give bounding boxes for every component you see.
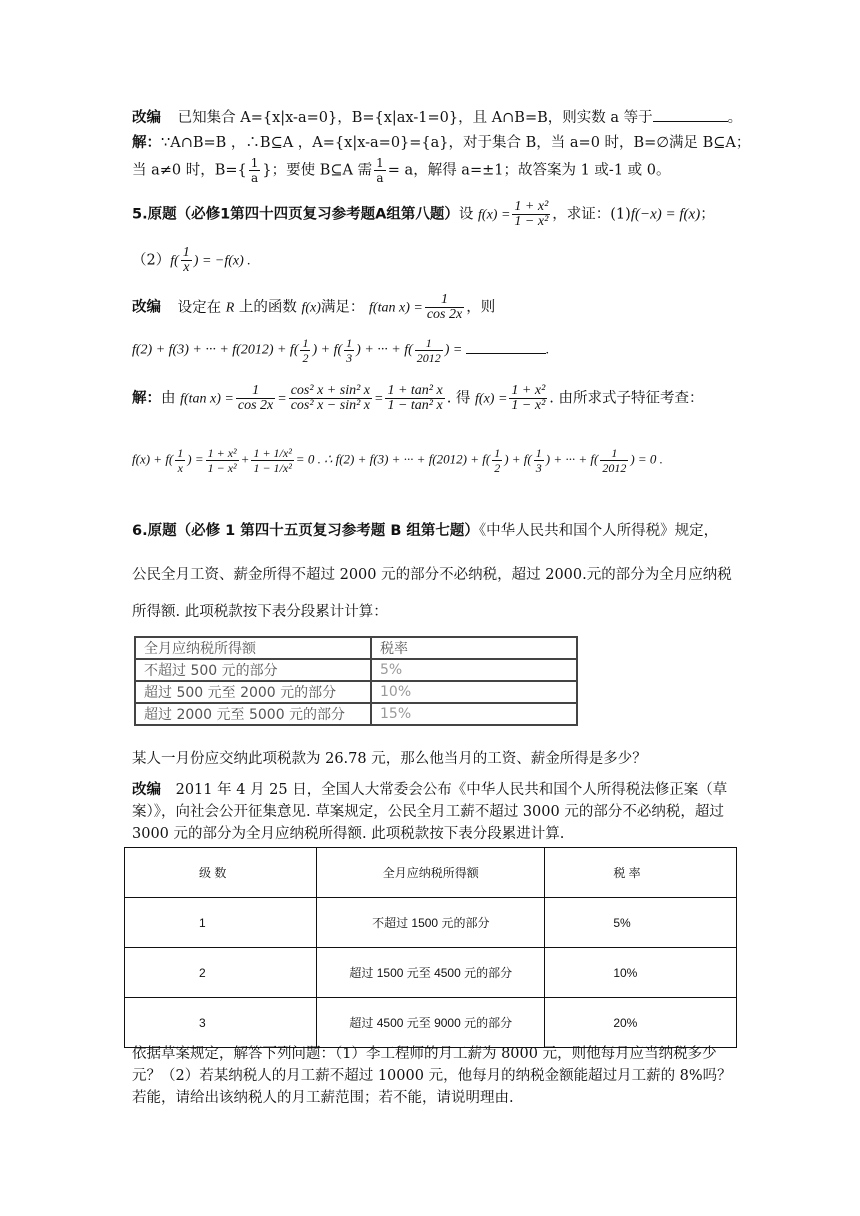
set-R: R	[225, 300, 235, 316]
text: 由	[161, 390, 176, 407]
frac-num: 1	[346, 336, 353, 350]
fraction-1-over-x	[175, 446, 185, 475]
table-row	[135, 703, 577, 725]
answer-blank	[653, 109, 728, 122]
table-cell: 超过 500 元至 2000 元的部分	[135, 681, 371, 703]
fraction-1-over-a	[249, 156, 261, 185]
fraction-c	[385, 384, 444, 413]
problem-text: 已知集合 A={x|x-a=0}，B={x|ax-1=0}，且 A∩B=B，则实数 a 等于	[177, 110, 653, 126]
fraction-third	[344, 336, 354, 365]
section-6-question: 某人一月份应交纳此项税款为 26.78 元，那么他当月的工资、薪金所得是多少？	[132, 751, 647, 767]
frac-num: 1	[425, 293, 464, 308]
frac-den: a	[251, 171, 259, 185]
solution-5-line-2	[132, 446, 663, 475]
frac-num: cos² x + sin² x	[290, 383, 370, 398]
section-5-heading: 5.原题（必修1第四十四页复习参考题A组第八题）	[132, 206, 459, 223]
plus: +	[240, 451, 250, 467]
expr: ) + f(	[312, 342, 343, 358]
label-solution: 解：	[132, 390, 161, 407]
label-adapted: 改编	[132, 299, 161, 316]
expr: f(x) + f(	[132, 451, 174, 467]
frac-den: 3	[346, 351, 353, 365]
frac-den: 1 − x²	[207, 461, 237, 475]
table-row	[125, 948, 737, 998]
fraction-half	[492, 446, 502, 475]
frac-den: 1 − 1/x²	[253, 461, 292, 475]
frac-den: cos 2x	[237, 398, 274, 413]
label-solution: 解：	[132, 135, 161, 151]
answer-blank	[466, 341, 546, 354]
text: . 得	[446, 390, 471, 407]
frac-num: 1 + tan² x	[387, 383, 443, 398]
expr-end: .	[545, 342, 550, 358]
frac-num: 1 + 1/x²	[253, 446, 292, 460]
frac-num: 1	[182, 245, 190, 260]
table-cell: 超过 2000 元至 5000 元的部分	[135, 703, 371, 725]
expr: f(2) + f(3) + ··· + f(2012) + f(	[132, 342, 299, 358]
eq-ftan: f(tan x) =	[180, 391, 234, 407]
expr: = 0 . ∴ f(2) + f(3) + ··· + f(2012) + f(	[295, 451, 491, 467]
part-2-label: （2）	[132, 252, 171, 269]
frac-num: 1	[494, 446, 501, 460]
adapted-6	[132, 779, 732, 845]
table-cell: 超过 1500 元至 4500 元的部分	[317, 948, 545, 998]
frac-den: a	[376, 171, 384, 185]
fraction-compound	[251, 446, 293, 475]
table-row	[125, 998, 737, 1048]
tax-table-draft	[124, 847, 737, 1048]
header-cell: 税 率	[545, 848, 737, 898]
eq-ftan: f(tan x) =	[369, 300, 423, 316]
frac-den: cos² x − sin² x	[290, 398, 370, 413]
expr: ) =	[187, 451, 204, 467]
frac-num: 1	[177, 446, 184, 460]
solution-text-b: }；要使 B⊆A 需	[262, 162, 373, 179]
fraction-2012	[415, 336, 443, 365]
frac-num: 1 + x²	[514, 199, 549, 214]
frac-den: 3	[535, 461, 542, 475]
frac-num: 1	[535, 446, 542, 460]
frac-den: 1 − x²	[511, 398, 546, 413]
frac-den: x	[183, 260, 190, 275]
text: 设定在	[177, 299, 222, 316]
fraction-d	[509, 384, 547, 413]
fraction-a	[236, 384, 275, 413]
solution-text-a: 当 a≠0 时，B={	[132, 162, 247, 179]
frac-num: 1	[250, 156, 259, 170]
text: 《中华人民共和国个人所得税》规定，	[478, 523, 719, 539]
solution-text: ∵A∩B=B ，∴B⊆A ，A={x|x-a=0}={a}，对于集合 B，当 a=0 时，B=∅满足 B⊆A；	[161, 135, 751, 151]
frac-num: 1	[236, 384, 275, 399]
text: ，则	[466, 299, 496, 316]
frac-num: 1	[600, 446, 628, 461]
table-row	[125, 898, 737, 948]
eq-fx: f(x) =	[478, 207, 511, 223]
table-cell: 不超过 1500 元的部分	[317, 898, 545, 948]
label-adapted: 改编	[132, 110, 161, 126]
table-cell: 10%	[545, 948, 737, 998]
fraction-1-over-x	[181, 246, 192, 275]
solution-line-1	[132, 131, 750, 152]
table-cell: 不超过 500 元的部分	[135, 659, 371, 681]
section-6-line-2: 公民全月工资、薪金所得不超过 2000 元的部分不必纳税，超过 2000.元的部分为全月应纳税	[132, 567, 732, 583]
expr: ) = 0 .	[630, 451, 663, 467]
table-cell: 5%	[371, 659, 577, 681]
problem-end: 。	[727, 110, 743, 126]
adapted-text: 2011 年 4 月 25 日，全国人大常委会公布《中华人民共和国个人所得税法修正案（草案）》，向社会公开征集意见. 草案规定，公民全月工薪不超过 3000 元的部分不必纳税，超过 3000 元的部分为全月应纳税所得额. 此项税款按下表分段累进计算.	[132, 782, 728, 842]
fraction-x2	[206, 446, 239, 475]
eq-even: f(−x) = f(x)	[630, 206, 701, 223]
label-adapted: 改编	[132, 782, 161, 798]
expr: ) + ··· + f(	[545, 451, 599, 467]
table-cell: 10%	[371, 681, 577, 703]
adapted-6-questions: 依据草案规定，解答下列问题：（1）李工程师的月工薪为 8000 元，则他每月应当纳税多少元？（2）若某纳税人的月工薪不超过 10000 元，他每月的纳税金额能超过月工薪的 8%吗？若能，请给出该纳税人的月工薪范围；若不能，请说明理由.	[132, 1046, 732, 1106]
header-cell: 全月应纳税所得额	[317, 848, 545, 898]
text-set: 设	[458, 206, 474, 223]
eq-rest: ) = −f(x) .	[193, 253, 251, 269]
frac-den: 2	[302, 351, 309, 365]
sum-expression	[132, 336, 549, 365]
header-cell: 级 数	[125, 848, 317, 898]
solution-5: 解：由 f(tan x) = $\frac{1}{\cos 2x}$ = $\frac{\text{cos² x + sin² x}}{\text{cos² x − sin² x}}$ = $\frac{\text{1 + tan² x}}{\text{1 − tan² x}}$ . 得 f(x) = $\frac{\text{1 + x²}}{\text{1 − x²}}$ . 由所求式子特征考查：	[132, 383, 704, 413]
text: 满足：	[320, 299, 365, 316]
expr: ) + f(	[504, 451, 532, 467]
section-6-title	[132, 519, 718, 540]
frac-den: 2	[494, 461, 501, 475]
frac-num: 1 + x²	[511, 383, 546, 398]
frac-den: 1 − x²	[514, 214, 549, 229]
fraction-cos2x	[425, 293, 464, 322]
text: 上的函数	[238, 299, 297, 316]
section-5-title	[132, 200, 715, 229]
table-cell: 3	[125, 998, 317, 1048]
table-header-row	[135, 637, 577, 659]
expr: ) + ··· + f(	[356, 342, 413, 358]
table-cell: 2	[125, 948, 317, 998]
table-row	[135, 659, 577, 681]
fraction-b	[289, 384, 372, 413]
eq-f: f(	[170, 253, 179, 269]
fraction-2012	[600, 446, 628, 475]
table-cell: 15%	[371, 703, 577, 725]
table-cell: 超过 4500 元至 9000 元的部分	[317, 998, 545, 1048]
table-cell: 20%	[545, 998, 737, 1048]
frac-num: 1	[376, 156, 384, 170]
adapted-5	[132, 293, 495, 322]
frac-num: 1	[415, 336, 443, 351]
frac-den: 2012	[602, 461, 627, 475]
fraction-third	[534, 446, 544, 475]
text: . 由所求式子特征考查：	[549, 390, 704, 407]
text-prove: ，求证：(1)	[552, 206, 631, 223]
header-cell: 税率	[371, 637, 577, 659]
fraction-1-over-a-2	[374, 156, 386, 185]
text-end: ；	[700, 206, 715, 223]
header-cell: 全月应纳税所得额	[135, 637, 371, 659]
eq-fx: f(x)	[301, 300, 321, 316]
table-cell: 5%	[545, 898, 737, 948]
fraction-x2	[512, 200, 550, 229]
frac-den: cos 2x	[426, 307, 463, 322]
section-6-line-3: 所得额. 此项税款按下表分段累计计算：	[132, 604, 388, 620]
fraction-half	[300, 336, 310, 365]
tax-table-original	[134, 636, 578, 726]
section-6-heading: 6.原题（必修 1 第四十五页复习参考题 B 组第七题）	[132, 523, 479, 539]
frac-num: 1 + x²	[207, 446, 237, 460]
solution-text-c: = a，解得 a=±1；故答案为 1 或-1 或 0。	[387, 162, 671, 179]
eq-fx: f(x) =	[475, 391, 508, 407]
table-cell: 1	[125, 898, 317, 948]
frac-num: 1	[302, 336, 309, 350]
frac-den: x	[177, 461, 183, 475]
section-5-part2	[132, 246, 251, 275]
solution-line-2	[132, 156, 671, 185]
frac-den: 1 − tan² x	[387, 398, 443, 413]
frac-den: 2012	[416, 351, 441, 365]
table-header-row	[125, 848, 737, 898]
problem-adapted-set	[132, 106, 742, 127]
table-row	[135, 681, 577, 703]
expr: ) =	[444, 342, 463, 358]
